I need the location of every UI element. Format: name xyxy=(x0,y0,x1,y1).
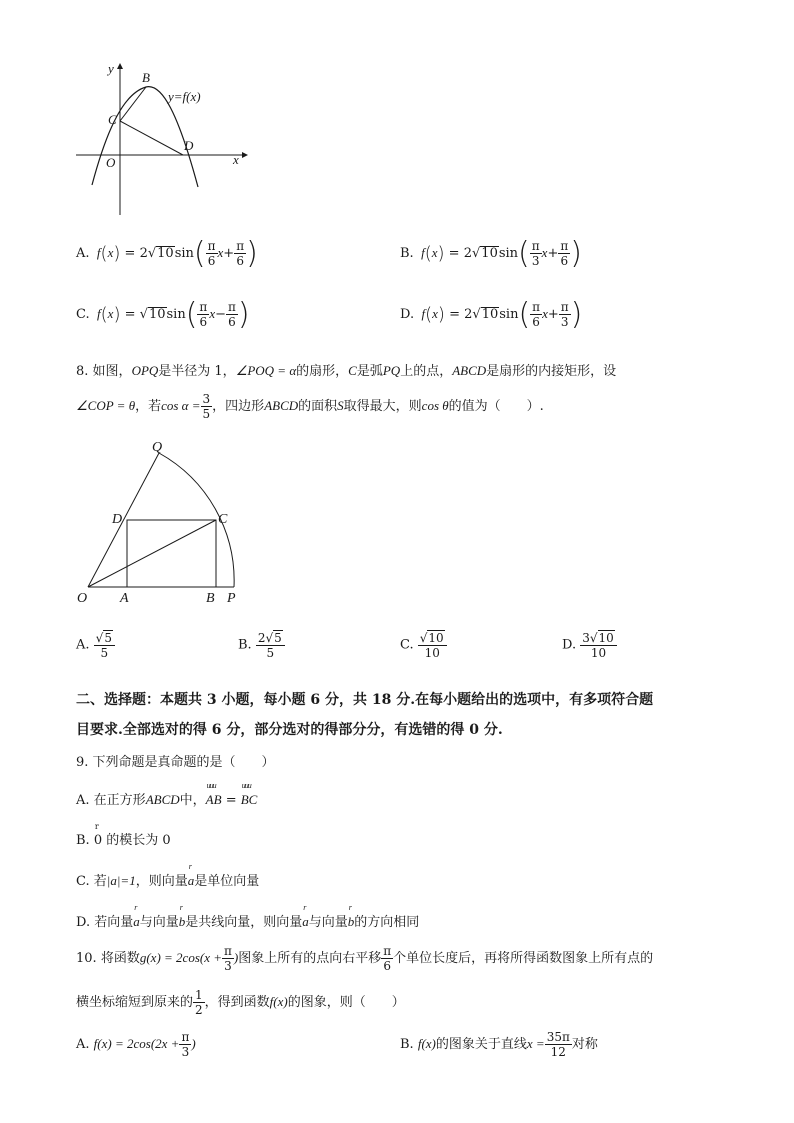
option-letter: A. xyxy=(76,246,90,261)
segment-OC xyxy=(88,520,216,587)
coef: 2 xyxy=(463,246,472,261)
y-axis-arrow xyxy=(117,63,123,69)
function-graph-figure xyxy=(70,55,260,220)
q10-option-A[interactable]: A. f(x) = 2cos(2x + $\frac{\pi}{3}$ ) xyxy=(76,1030,196,1059)
fn: sin xyxy=(174,246,194,261)
label-A: A xyxy=(120,591,129,606)
q9-option-B[interactable]: B. r 0 的模长为 0 xyxy=(76,822,171,848)
q7-option-C[interactable]: C. f(x) = √10sin( $\frac{\pi}{6}$ x− $\frac{\pi}{6}$ ) xyxy=(76,297,250,332)
q8-stem-line2: ∠COP = θ，若cos α = $\frac{3}{5}$ ，四边形ABCD的面积S取得最大，则cos θ的值为（ ）. xyxy=(76,392,544,421)
label-B: B xyxy=(206,591,215,606)
label-P: P xyxy=(227,591,236,606)
radicand: 10 xyxy=(148,307,166,322)
label-B: B xyxy=(142,70,150,85)
segment-CD xyxy=(120,121,183,155)
q8-option-C[interactable]: C. $\frac{√10}{10}$ xyxy=(400,630,447,660)
q8-option-B[interactable]: B. $\frac{2√5}{5}$ xyxy=(238,630,285,660)
coef: 2 xyxy=(464,307,473,322)
q10-option-B[interactable]: B. f(x)的图象关于直线x = $\frac{35\pi}{12}$ 对称 xyxy=(400,1030,598,1059)
q9-option-A[interactable]: A. 在正方形ABCD中， uuu AB = uuu BC xyxy=(76,781,258,808)
radicand: 10 xyxy=(481,246,498,261)
q8-option-A[interactable]: A. $\frac{√5}{5}$ xyxy=(76,630,115,660)
radicand: 10 xyxy=(157,246,174,261)
label-y: y xyxy=(108,61,114,76)
q7-option-D[interactable]: D. f(x) = 2√10sin( $\frac{\pi}{6}$ x+ $\frac{\pi}{3}$ ) xyxy=(400,297,583,332)
sector-figure xyxy=(72,440,252,610)
curve-label: y=f(x) xyxy=(168,89,201,104)
q7-option-B[interactable]: B. f(x) = 2√10sin( $\frac{\pi}{3}$ x+ $\frac{\pi}{6}$ ) xyxy=(400,236,582,271)
q8-stem-line1: 8. 如图，OPQ是半径为 1，∠POQ = α的扇形，C是弧PQ上的点，ABCD是扇形的内接矩形，设 xyxy=(76,363,617,379)
label-C: C xyxy=(108,112,117,127)
q9-stem: 9. 下列命题是真命题的是（ ） xyxy=(76,755,275,770)
section2-heading-line2: 目要求.全部选对的得 6 分，部分选对的得部分分，有选错的得 0 分. xyxy=(76,722,503,738)
rectangle-ABCD xyxy=(127,520,216,587)
fn: sin xyxy=(499,307,519,322)
q9-option-D[interactable]: D. 若向量 r a与向量 r b是共线向量，则向量 r a与向量 r b的方向相同 xyxy=(76,903,420,930)
q9-option-C[interactable]: C. 若|a|=1，则向量 r a是单位向量 xyxy=(76,862,260,889)
x-axis-arrow xyxy=(242,152,248,158)
option-letter: C. xyxy=(76,307,90,322)
label-O: O xyxy=(77,591,88,606)
q10-stem-line1: 10. 将函数g(x) = 2cos(x + $\frac{\pi}{3}$ )图象上所有的点向右平移 $\frac{\pi}{6}$ 个单位长度后，再将所得函数图象上所有点的 xyxy=(76,944,654,973)
option-letter: B. xyxy=(400,246,414,261)
label-x: x xyxy=(233,152,239,167)
radicand: 10 xyxy=(481,307,499,322)
label-O: O xyxy=(106,155,116,170)
fn: sin xyxy=(166,307,186,322)
label-C: C xyxy=(218,512,228,527)
fn: sin xyxy=(498,246,519,261)
q10-stem-line2: 横坐标缩短到原来的 $\frac{1}{2}$ ，得到函数f(x)的图象，则（ ） xyxy=(76,988,405,1017)
q8-option-D[interactable]: D. $\frac{3√10}{10}$ xyxy=(562,630,617,660)
label-Q: Q xyxy=(152,440,163,455)
option-letter: D. xyxy=(400,307,415,322)
section2-heading-line1: 二、选择题：本题共 3 小题，每小题 6 分，共 18 分.在每小题给出的选项中，有多项符合题 xyxy=(76,692,654,708)
label-D: D xyxy=(112,512,123,527)
q7-option-A[interactable]: A. f(x) = 2√10sin( $\frac{\pi}{6}$ x+ $\frac{\pi}{6}$ ) xyxy=(76,236,258,271)
label-D: D xyxy=(184,138,194,153)
coef: 2 xyxy=(139,246,148,261)
